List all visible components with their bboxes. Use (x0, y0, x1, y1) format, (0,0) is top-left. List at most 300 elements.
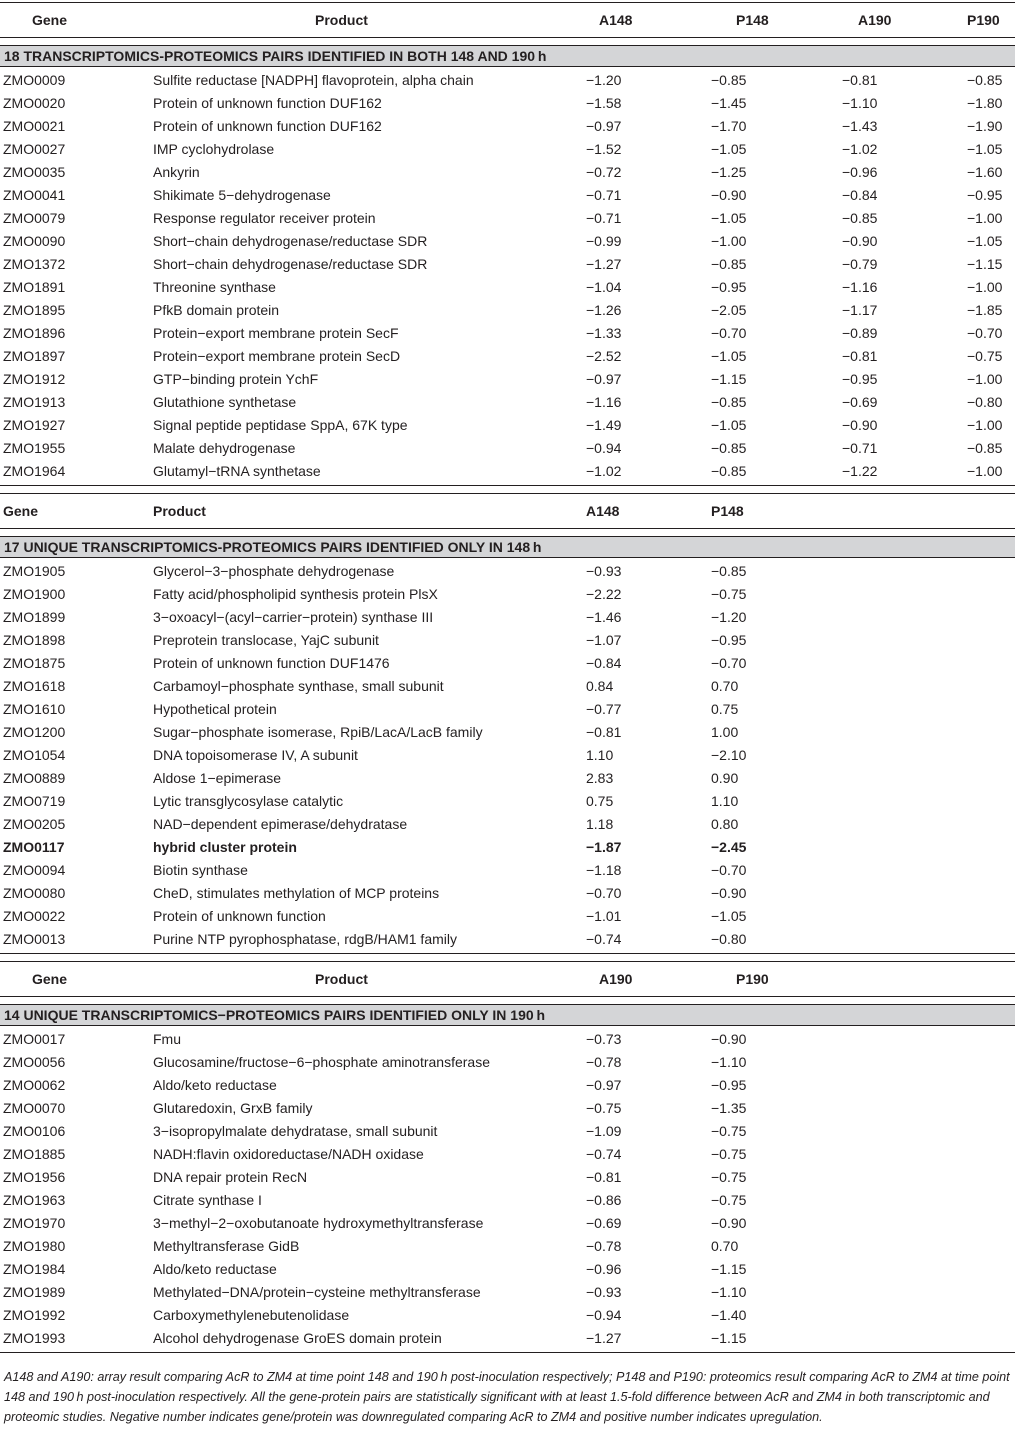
gene-cell: ZMO1896 (3, 324, 66, 341)
p190-cell: −1.60 (967, 163, 1003, 180)
table-row (0, 743, 1015, 766)
product-cell: Glutamyl−tRNA synthetase (153, 462, 321, 479)
a190-cell: −0.81 (842, 347, 878, 364)
product-cell: GTP−binding protein YchF (153, 370, 319, 387)
p190-cell: −0.75 (711, 1122, 747, 1139)
table-row (0, 1073, 1015, 1096)
a148-cell: −2.22 (586, 585, 622, 602)
gene-cell: ZMO0079 (3, 209, 66, 226)
gene-cell: ZMO0022 (3, 907, 66, 924)
gene-cell: ZMO1895 (3, 301, 66, 318)
col-product-header: Product (315, 12, 368, 28)
p148-cell: −1.05 (711, 416, 747, 433)
gene-cell: ZMO0205 (3, 815, 66, 832)
p190-cell: −1.10 (711, 1283, 747, 1300)
product-cell: hybrid cluster protein (153, 838, 297, 855)
a148-cell: −0.71 (586, 186, 622, 203)
gene-cell: ZMO0020 (3, 94, 66, 111)
gene-cell: ZMO1956 (3, 1168, 66, 1185)
a148-cell: −1.87 (586, 838, 622, 855)
p190-cell: −0.70 (967, 324, 1003, 341)
p190-cell: −0.75 (967, 347, 1003, 364)
a148-cell: −0.72 (586, 163, 622, 180)
product-cell: Response regulator receiver protein (153, 209, 376, 226)
p190-cell: −1.00 (967, 416, 1003, 433)
table-row (0, 321, 1015, 344)
product-cell: IMP cyclohydrolase (153, 140, 275, 157)
a190-cell: −1.16 (842, 278, 878, 295)
col-gene-header: Gene (3, 503, 39, 519)
table-row (0, 160, 1015, 183)
section-rows-190 (0, 1026, 1015, 1353)
p148-cell: −0.70 (711, 324, 747, 341)
col-p190-header: P190 (967, 12, 1000, 28)
product-cell: Protein−export membrane protein SecD (153, 347, 401, 364)
product-cell: 3−oxoacyl−(acyl−carrier−protein) synthase III (153, 608, 434, 625)
a190-cell: −1.27 (586, 1329, 622, 1346)
p148-cell: −1.00 (711, 232, 747, 249)
gene-cell: ZMO0027 (3, 140, 66, 157)
gene-cell: ZMO0090 (3, 232, 66, 249)
table-row (0, 275, 1015, 298)
gene-cell: ZMO1963 (3, 1191, 66, 1208)
a190-cell: −0.71 (842, 439, 878, 456)
gene-cell: ZMO1905 (3, 562, 66, 579)
table-row (0, 1188, 1015, 1211)
a190-cell: −0.74 (586, 1145, 622, 1162)
gene-cell: ZMO1980 (3, 1237, 66, 1254)
a148-cell: −1.46 (586, 608, 622, 625)
gene-cell: ZMO1993 (3, 1329, 66, 1346)
gene-cell: ZMO0080 (3, 884, 66, 901)
p148-cell: −1.05 (711, 347, 747, 364)
p190-cell: −0.90 (711, 1214, 747, 1231)
p148-cell: −1.20 (711, 608, 747, 625)
a190-cell: −0.96 (842, 163, 878, 180)
gene-cell: ZMO0021 (3, 117, 66, 134)
product-cell: Sulfite reductase [NADPH] flavoprotein, alpha chain (153, 71, 474, 88)
a148-cell: −1.02 (586, 462, 622, 479)
col-a148-header: A148 (599, 12, 633, 28)
p148-cell: −0.85 (711, 439, 747, 456)
table-row (0, 1165, 1015, 1188)
table-row (0, 559, 1015, 582)
p148-cell: −0.95 (711, 631, 747, 648)
p190-cell: −0.75 (711, 1145, 747, 1162)
p190-cell: −0.75 (711, 1191, 747, 1208)
p148-cell: −0.70 (711, 654, 747, 671)
product-cell: Biotin synthase (153, 861, 248, 878)
a190-cell: −0.93 (586, 1283, 622, 1300)
gene-cell: ZMO1372 (3, 255, 66, 272)
a148-cell: 1.10 (586, 746, 614, 763)
a148-cell: −2.52 (586, 347, 622, 364)
table-row (0, 812, 1015, 835)
p148-cell: −0.85 (711, 562, 747, 579)
product-cell: Aldo/keto reductase (153, 1076, 277, 1093)
product-cell: Aldose 1−epimerase (153, 769, 282, 786)
a148-cell: −1.16 (586, 393, 622, 410)
table-row (0, 766, 1015, 789)
a190-cell: −1.02 (842, 140, 878, 157)
table-row (0, 789, 1015, 812)
table-row (0, 582, 1015, 605)
p190-cell: −0.95 (967, 186, 1003, 203)
product-cell: Short−chain dehydrogenase/reductase SDR (153, 232, 428, 249)
p148-cell: −1.05 (711, 209, 747, 226)
table-row (0, 137, 1015, 160)
p148-cell: −1.05 (711, 907, 747, 924)
table-row (0, 720, 1015, 743)
gene-cell: ZMO1054 (3, 746, 66, 763)
col-p148-header: P148 (736, 12, 769, 28)
table-row (0, 1050, 1015, 1073)
table-row (0, 605, 1015, 628)
table-row (0, 1234, 1015, 1257)
gene-cell: ZMO0017 (3, 1030, 66, 1047)
table-header (0, 2, 1015, 38)
p190-cell: 0.70 (711, 1237, 739, 1254)
a190-cell: −0.73 (586, 1030, 622, 1047)
p148-cell: −0.85 (711, 393, 747, 410)
p148-cell: −0.90 (711, 186, 747, 203)
a148-cell: 0.75 (586, 792, 614, 809)
a190-cell: −0.97 (586, 1076, 622, 1093)
a190-cell: −0.94 (586, 1306, 622, 1323)
a190-cell: −1.17 (842, 301, 878, 318)
product-cell: Purine NTP pyrophosphatase, rdgB/HAM1 family (153, 930, 457, 947)
p148-cell: 0.75 (711, 700, 739, 717)
a148-cell: −0.81 (586, 723, 622, 740)
product-cell: Glutathione synthetase (153, 393, 297, 410)
p148-cell: −0.90 (711, 884, 747, 901)
gene-cell: ZMO0117 (3, 838, 65, 855)
p190-cell: −0.95 (711, 1076, 747, 1093)
col-product-header: Product (315, 971, 368, 987)
product-cell: Alcohol dehydrogenase GroES domain protein (153, 1329, 442, 1346)
a190-cell: −0.95 (842, 370, 878, 387)
p148-cell: −2.45 (711, 838, 747, 855)
col-a148-header: A148 (586, 503, 620, 519)
a190-cell: −0.81 (842, 71, 878, 88)
gene-cell: ZMO1891 (3, 278, 66, 295)
gene-cell: ZMO1912 (3, 370, 66, 387)
product-cell: Short−chain dehydrogenase/reductase SDR (153, 255, 428, 272)
gene-cell: ZMO1899 (3, 608, 66, 625)
table-row (0, 68, 1015, 91)
p190-cell: −1.35 (711, 1099, 747, 1116)
product-cell: Fatty acid/phospholipid synthesis protein PlsX (153, 585, 438, 602)
product-cell: Glycerol−3−phosphate dehydrogenase (153, 562, 395, 579)
a148-cell: −1.07 (586, 631, 622, 648)
table-row (0, 206, 1015, 229)
p148-cell: −1.70 (711, 117, 747, 134)
p190-cell: −1.85 (967, 301, 1003, 318)
table-row (0, 651, 1015, 674)
p148-cell: −0.70 (711, 861, 747, 878)
p190-cell: −1.15 (711, 1329, 747, 1346)
p148-cell: −0.95 (711, 278, 747, 295)
gene-cell: ZMO0719 (3, 792, 66, 809)
product-cell: Protein of unknown function DUF162 (153, 94, 382, 111)
p148-cell: 0.70 (711, 677, 739, 694)
a148-cell: 2.83 (586, 769, 614, 786)
a190-cell: −0.69 (842, 393, 878, 410)
p148-cell: −0.80 (711, 930, 747, 947)
table-row (0, 459, 1015, 482)
p148-cell: 1.10 (711, 792, 739, 809)
gene-cell: ZMO0062 (3, 1076, 66, 1093)
table-row (0, 628, 1015, 651)
a148-cell: −0.71 (586, 209, 622, 226)
a148-cell: −0.70 (586, 884, 622, 901)
a190-cell: −1.43 (842, 117, 878, 134)
p190-cell: −0.75 (711, 1168, 747, 1185)
p148-cell: −1.25 (711, 163, 747, 180)
table-row (0, 1096, 1015, 1119)
gene-cell: ZMO0035 (3, 163, 66, 180)
table-footnote: A148 and A190: array result comparing AcR to ZM4 at time point 148 and 190 h post-inoculation respectively; P148 and P190: proteomics result comparing AcR to ZM4 at time point 148 and 190 h post-inoculation respectively. All the gene-protein pairs are statistically significant with at least 1.5-fold difference between AcR and ZM4 in both transcriptomic and proteomic studies. Negative number indicates gene/protein was downregulated comparing AcR to ZM4 and positive number indicates upregulation. (4, 1370, 1010, 1424)
p190-cell: −0.90 (711, 1030, 747, 1047)
table-header-190 (0, 961, 1015, 997)
product-cell: Hypothetical protein (153, 700, 277, 717)
table-row (0, 674, 1015, 697)
table-row (0, 344, 1015, 367)
a190-cell: −0.78 (586, 1053, 622, 1070)
a190-cell: −1.09 (586, 1122, 622, 1139)
p190-cell: −1.05 (967, 140, 1003, 157)
product-cell: Fmu (153, 1030, 181, 1047)
section-rows-both (0, 67, 1015, 486)
a148-cell: −0.94 (586, 439, 622, 456)
section-title-190: 14 UNIQUE TRANSCRIPTOMICS−PROTEOMICS PAIRS IDENTIFIED ONLY IN 190 h (0, 1004, 1015, 1026)
product-cell: PfkB domain protein (153, 301, 280, 318)
p190-cell: −0.85 (967, 71, 1003, 88)
a190-cell: −0.75 (586, 1099, 622, 1116)
gene-cell: ZMO1618 (3, 677, 66, 694)
table-row (0, 835, 1015, 858)
a190-cell: −0.81 (586, 1168, 622, 1185)
gene-cell: ZMO0070 (3, 1099, 66, 1116)
a190-cell: −0.86 (586, 1191, 622, 1208)
gene-cell: ZMO0889 (3, 769, 66, 786)
table-row (0, 229, 1015, 252)
table-row (0, 927, 1015, 950)
p190-cell: −0.80 (967, 393, 1003, 410)
table-row (0, 1257, 1015, 1280)
p190-cell: −1.90 (967, 117, 1003, 134)
gene-cell: ZMO0106 (3, 1122, 66, 1139)
product-cell: Ankyrin (153, 163, 200, 180)
gene-cell: ZMO1898 (3, 631, 66, 648)
table-row (0, 367, 1015, 390)
a148-cell: −0.97 (586, 370, 622, 387)
table-row (0, 1280, 1015, 1303)
product-cell: DNA repair protein RecN (153, 1168, 308, 1185)
gene-cell: ZMO1885 (3, 1145, 66, 1162)
gene-cell: ZMO0056 (3, 1053, 66, 1070)
p148-cell: 1.00 (711, 723, 739, 740)
table-row (0, 252, 1015, 275)
section-title-both: 18 TRANSCRIPTOMICS-PROTEOMICS PAIRS IDENTIFIED IN BOTH 148 AND 190 h (0, 45, 1015, 67)
a148-cell: −0.77 (586, 700, 622, 717)
product-cell: Protein of unknown function DUF162 (153, 117, 382, 134)
p148-cell: −0.75 (711, 585, 747, 602)
a190-cell: −0.90 (842, 232, 878, 249)
col-a190-header: A190 (599, 971, 633, 987)
a148-cell: −1.58 (586, 94, 622, 111)
product-cell: DNA topoisomerase IV, A subunit (153, 746, 358, 763)
a190-cell: −0.90 (842, 416, 878, 433)
product-cell: Carboxymethylenebutenolidase (153, 1306, 350, 1323)
a190-cell: −0.69 (586, 1214, 622, 1231)
product-cell: NAD−dependent epimerase/dehydratase (153, 815, 408, 832)
table-row (0, 697, 1015, 720)
a148-cell: −1.20 (586, 71, 622, 88)
p190-cell: −1.05 (967, 232, 1003, 249)
a190-cell: −0.79 (842, 255, 878, 272)
product-cell: Sugar−phosphate isomerase, RpiB/LacA/LacB family (153, 723, 483, 740)
p190-cell: −1.80 (967, 94, 1003, 111)
col-p190-header: P190 (736, 971, 769, 987)
a148-cell: −0.99 (586, 232, 622, 249)
product-cell: Protein−export membrane protein SecF (153, 324, 399, 341)
gene-cell: ZMO1900 (3, 585, 66, 602)
a148-cell: −0.74 (586, 930, 622, 947)
table-row (0, 390, 1015, 413)
col-gene-header: Gene (32, 12, 68, 28)
a148-cell: −1.18 (586, 861, 622, 878)
p190-cell: −1.00 (967, 278, 1003, 295)
p148-cell: −1.05 (711, 140, 747, 157)
gene-cell: ZMO1964 (3, 462, 66, 479)
gene-cell: ZMO0009 (3, 71, 66, 88)
gene-cell: ZMO1875 (3, 654, 66, 671)
gene-cell: ZMO1955 (3, 439, 66, 456)
product-cell: 3−methyl−2−oxobutanoate hydroxymethyltransferase (153, 1214, 484, 1231)
p148-cell: −0.85 (711, 255, 747, 272)
table-row (0, 114, 1015, 137)
product-cell: Shikimate 5−dehydrogenase (153, 186, 331, 203)
gene-cell: ZMO0041 (3, 186, 66, 203)
gene-cell: ZMO1610 (3, 700, 66, 717)
product-cell: Signal peptide peptidase SppA, 67K type (153, 416, 408, 433)
p148-cell: −1.45 (711, 94, 747, 111)
product-cell: CheD, stimulates methylation of MCP proteins (153, 884, 440, 901)
col-a190-header: A190 (858, 12, 892, 28)
a190-cell: −0.89 (842, 324, 878, 341)
product-cell: Citrate synthase I (153, 1191, 262, 1208)
p190-cell: −1.15 (711, 1260, 747, 1277)
product-cell: Lytic transglycosylase catalytic (153, 792, 344, 809)
gene-cell: ZMO0094 (3, 861, 66, 878)
a148-cell: −1.26 (586, 301, 622, 318)
a148-cell: −0.97 (586, 117, 622, 134)
table-row (0, 183, 1015, 206)
table-row (0, 413, 1015, 436)
product-cell: Methylated−DNA/protein−cysteine methyltransferase (153, 1283, 481, 1300)
a148-cell: −0.84 (586, 654, 622, 671)
p148-cell: −2.05 (711, 301, 747, 318)
product-cell: Glucosamine/fructose−6−phosphate aminotransferase (153, 1053, 490, 1070)
p190-cell: −0.85 (967, 439, 1003, 456)
a148-cell: −1.52 (586, 140, 622, 157)
section-title-148: 17 UNIQUE TRANSCRIPTOMICS-PROTEOMICS PAIRS IDENTIFIED ONLY IN 148 h (0, 536, 1015, 558)
a148-cell: −1.33 (586, 324, 622, 341)
product-cell: Glutaredoxin, GrxB family (153, 1099, 313, 1116)
gene-cell: ZMO1913 (3, 393, 66, 410)
product-cell: Aldo/keto reductase (153, 1260, 277, 1277)
a190-cell: −0.78 (586, 1237, 622, 1254)
gene-cell: ZMO1970 (3, 1214, 66, 1231)
product-cell: Protein of unknown function (153, 907, 326, 924)
gene-cell: ZMO0013 (3, 930, 66, 947)
p190-cell: −1.00 (967, 370, 1003, 387)
table-row (0, 298, 1015, 321)
table-header-148 (0, 493, 1015, 529)
table-row (0, 436, 1015, 459)
a148-cell: −1.27 (586, 255, 622, 272)
p148-cell: −0.85 (711, 462, 747, 479)
product-cell: Preprotein translocase, YajC subunit (153, 631, 379, 648)
product-cell: Protein of unknown function DUF1476 (153, 654, 390, 671)
p190-cell: −1.15 (967, 255, 1003, 272)
p190-cell: −1.10 (711, 1053, 747, 1070)
p148-cell: 0.90 (711, 769, 739, 786)
a148-cell: −1.49 (586, 416, 622, 433)
a148-cell: 1.18 (586, 815, 614, 832)
table-row (0, 1303, 1015, 1326)
section-rows-148 (0, 558, 1015, 954)
p190-cell: −1.00 (967, 209, 1003, 226)
product-cell: Methyltransferase GidB (153, 1237, 300, 1254)
gene-cell: ZMO1989 (3, 1283, 66, 1300)
a190-cell: −0.96 (586, 1260, 622, 1277)
a148-cell: −1.04 (586, 278, 622, 295)
a148-cell: −0.93 (586, 562, 622, 579)
table-row (0, 1211, 1015, 1234)
gene-cell: ZMO1897 (3, 347, 66, 364)
a148-cell: 0.84 (586, 677, 614, 694)
table-row (0, 858, 1015, 881)
col-gene-header: Gene (32, 971, 68, 987)
p148-cell: 0.80 (711, 815, 739, 832)
a190-cell: −1.10 (842, 94, 878, 111)
a190-cell: −0.84 (842, 186, 878, 203)
table-row (0, 1119, 1015, 1142)
a190-cell: −1.22 (842, 462, 878, 479)
p190-cell: −1.00 (967, 462, 1003, 479)
table-row (0, 91, 1015, 114)
gene-cell: ZMO1927 (3, 416, 66, 433)
product-cell: Threonine synthase (153, 278, 276, 295)
p148-cell: −1.15 (711, 370, 747, 387)
a190-cell: −0.85 (842, 209, 878, 226)
col-p148-header: P148 (711, 503, 744, 519)
table-row (0, 1326, 1015, 1349)
product-cell: 3−isopropylmalate dehydratase, small subunit (153, 1122, 438, 1139)
table-row (0, 881, 1015, 904)
product-cell: Malate dehydrogenase (153, 439, 296, 456)
gene-cell: ZMO1200 (3, 723, 66, 740)
gene-cell: ZMO1992 (3, 1306, 66, 1323)
table-row (0, 904, 1015, 927)
p190-cell: −1.40 (711, 1306, 747, 1323)
p148-cell: −0.85 (711, 71, 747, 88)
product-cell: Carbamoyl−phosphate synthase, small subunit (153, 677, 444, 694)
table-row (0, 1142, 1015, 1165)
p148-cell: −2.10 (711, 746, 747, 763)
